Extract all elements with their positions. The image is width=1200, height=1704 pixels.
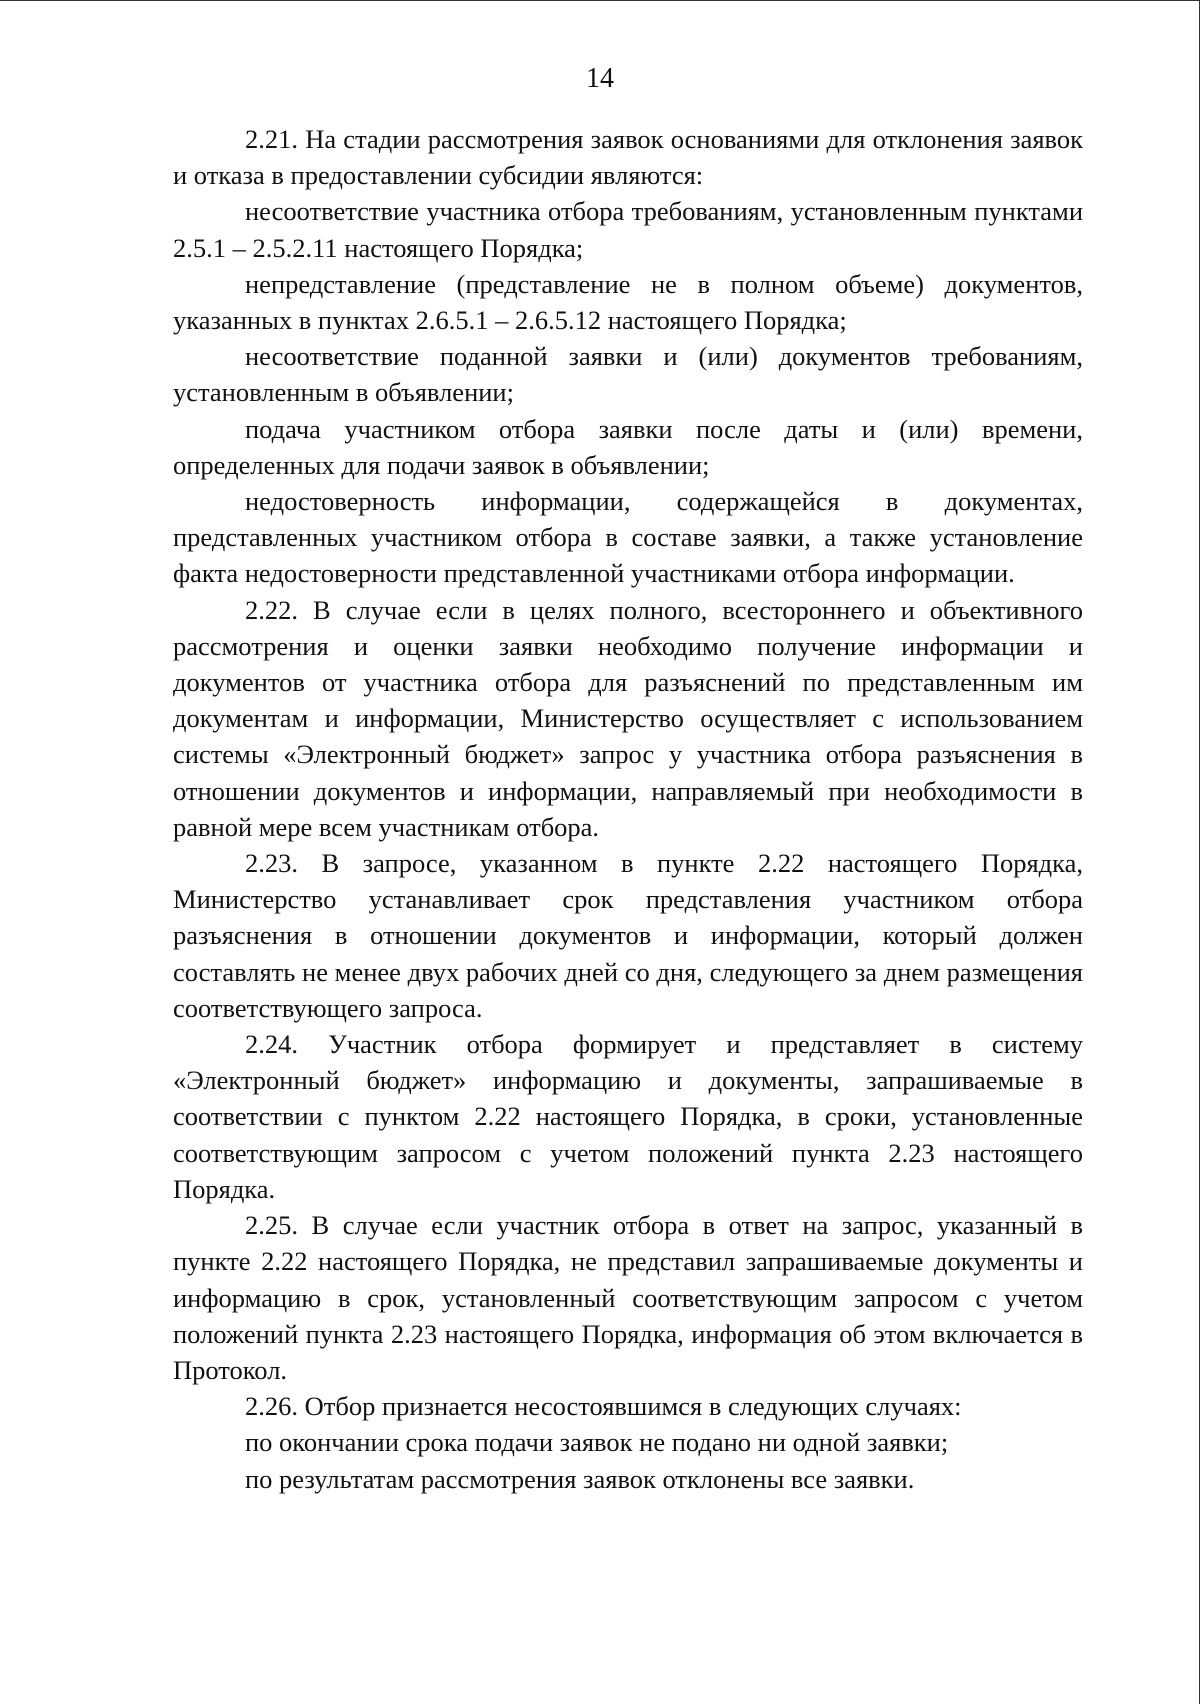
paragraph-2-25: 2.25. В случае если участник отбора в ответ на запрос, указанный в пункте 2.22 настоящего Порядка, не представил запрашиваемые документы и информацию в срок, установленный соответствующим запросом с учетом положений пункта 2.23 настоящего Порядка, информация об этом включается в Протокол. [173, 1210, 1083, 1385]
list-item: по результатам рассмотрения заявок отклонены все заявки. [245, 1463, 915, 1494]
list-item: непредставление (представление не в полном объеме) документов, указанных в пунктах 2.6.5.1 – 2.6.5.12 настоящего Порядка; [173, 268, 1083, 336]
list-item: подача участником отбора заявки после даты и (или) времени, определенных для подачи заявок в объявлении; [173, 413, 1083, 480]
paragraph-2-24: 2.24. Участник отбора формирует и представляет в систему «Электронный бюджет» информацию и документы, запрашиваемые в соответствии с пунктом 2.22 настоящего Порядка, в сроки, установленные соответствующим запросом с учетом положений пункта 2.23 настоящего Порядка. [173, 1029, 1083, 1204]
paragraph-2-23: 2.23. В запросе, указанном в пункте 2.22 настоящего Порядка, Министерство устанавливает срок представления участником отбора разъяснения в отношении документов и информации, который должен составлять не менее двух рабочих дней со дня, следующего за днем размещения соответствующего запроса. [173, 848, 1083, 1023]
list-item: по окончании срока подачи заявок не подано ни одной заявки; [245, 1427, 949, 1458]
list-item: несоответствие поданной заявки и (или) документов требованиям, установленным в объявлении; [173, 341, 1083, 408]
document-body [173, 121, 1083, 1497]
paragraph-2-26: 2.26. Отбор признается несостоявшимся в следующих случаях: [245, 1391, 962, 1422]
paragraph-2-21: 2.21. На стадии рассмотрения заявок основаниями для отклонения заявок и отказа в предоставлении субсидии являются: [173, 124, 1083, 191]
page-number: 14 [586, 63, 614, 94]
list-item: несоответствие участника отбора требованиям, установленным пунктами 2.5.1 – 2.5.2.11 настоящего Порядка; [173, 196, 1083, 263]
paragraph-2-22: 2.22. В случае если в целях полного, всестороннего и объективного рассмотрения и оценки заявки необходимо получение информации и документов от участника отбора для разъяснений по представленным им документам и информации, Министерство осуществляет с использованием системы «Электронный бюджет» запрос у участника отбора разъяснения в отношении документов и информации, направляемый при необходимости в равной мере всем участникам отбора. [173, 594, 1083, 842]
list-item: недостоверность информации, содержащейся в документах, представленных участником отбора в составе заявки, а также установление факта недостоверности представленной участниками отбора информации. [173, 486, 1083, 589]
